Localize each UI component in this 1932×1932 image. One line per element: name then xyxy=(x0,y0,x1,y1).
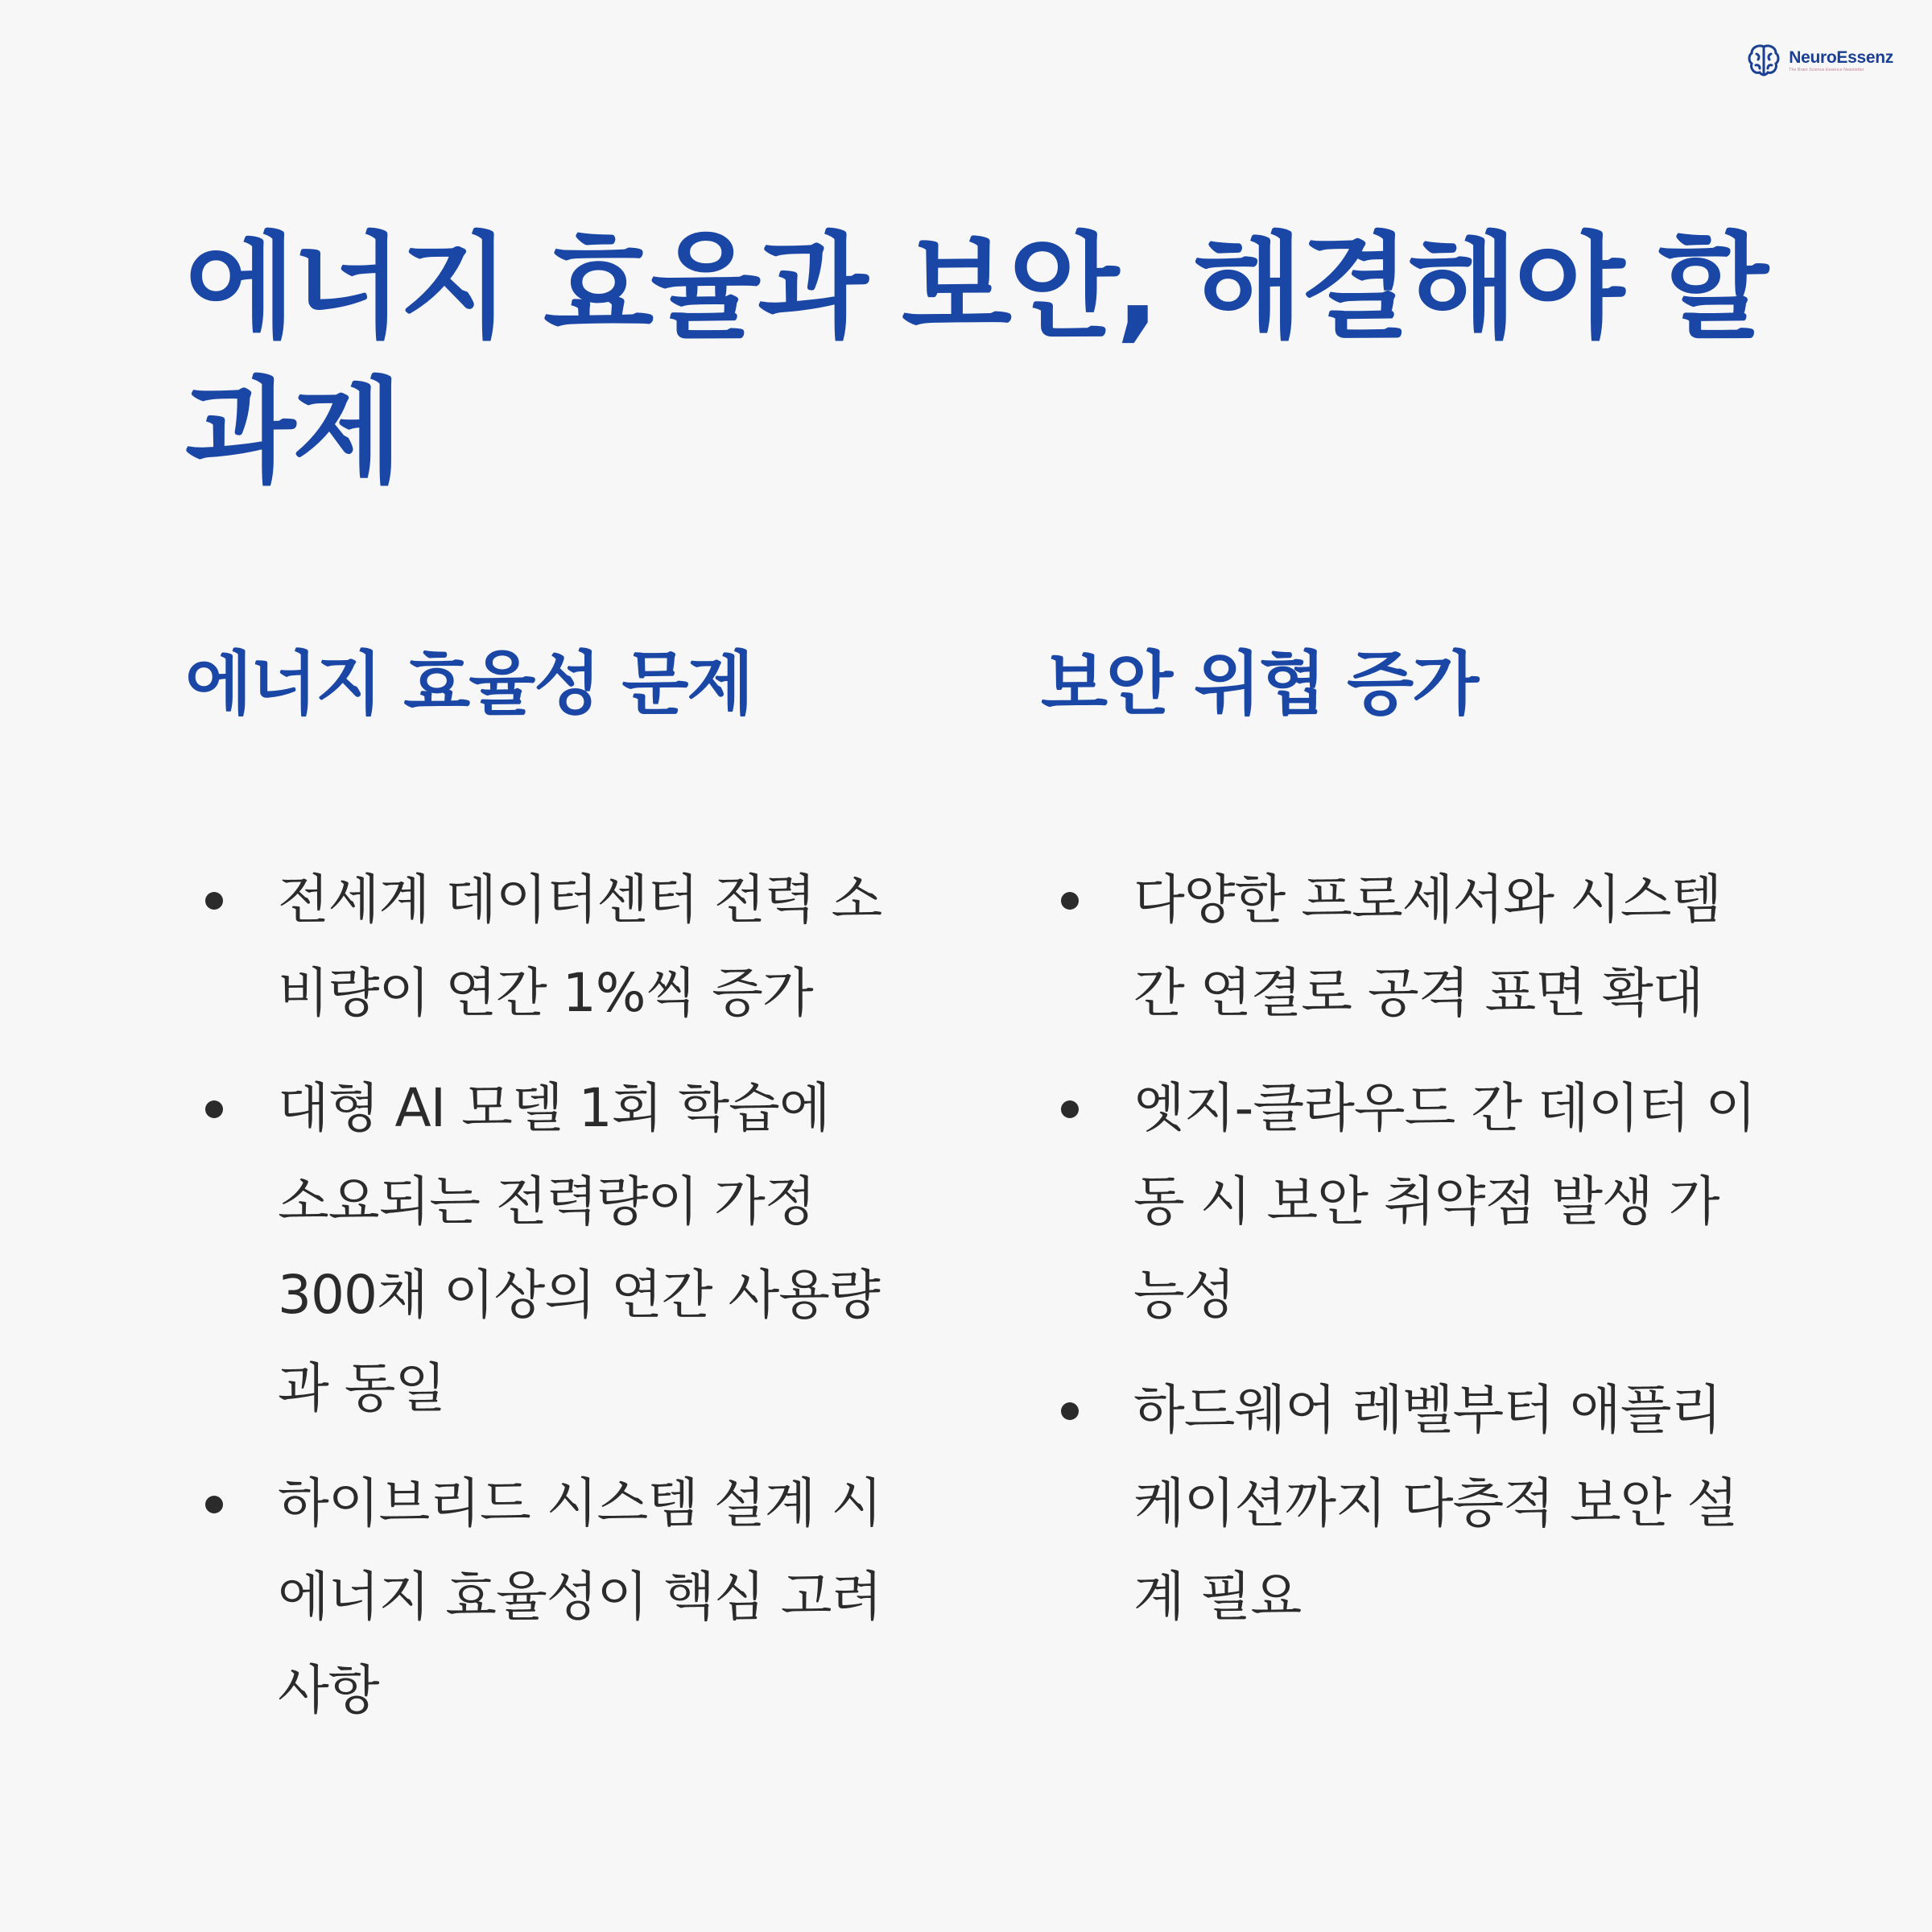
list-item xyxy=(185,1457,894,1737)
bullet-icon xyxy=(205,892,223,910)
list-item-text: 엣지-클라우드 간 데이터 이동 시 보안 취약점 발생 가능성 xyxy=(1133,1077,1757,1326)
logo xyxy=(1745,42,1893,79)
list-item-text: 다양한 프로세서와 시스템 간 연결로 공격 표면 확대 xyxy=(1133,869,1722,1024)
list-item-text: 하드웨어 레벨부터 애플리케이션까지 다층적 보안 설계 필요 xyxy=(1133,1379,1738,1628)
bullet-icon xyxy=(1061,1402,1079,1420)
list-item xyxy=(1041,853,1765,1040)
energy-efficiency-section xyxy=(185,636,910,1759)
logo-name: NeuroEssenz xyxy=(1789,47,1893,67)
page-title: 에너지 효율과 보안, 해결해야 할 과제 xyxy=(185,221,1765,499)
bullet-list xyxy=(185,853,894,1737)
logo-text xyxy=(1789,49,1893,72)
bullet-icon xyxy=(205,1100,223,1118)
bullet-icon xyxy=(205,1496,223,1513)
security-threat-section xyxy=(1041,636,1765,1666)
brain-icon xyxy=(1745,42,1782,79)
list-item-text: 하이브리드 시스템 설계 시 에너지 효율성이 핵심 고려사항 xyxy=(278,1472,882,1721)
list-item xyxy=(185,853,894,1040)
section-heading: 보안 위협 증가 xyxy=(1041,644,1478,724)
section-heading: 에너지 효율성 문제 xyxy=(185,644,753,724)
list-item xyxy=(185,1062,894,1435)
list-item xyxy=(1041,1062,1765,1342)
list-item xyxy=(1041,1364,1765,1644)
logo-tagline: The Brain Science Essence Newsletter xyxy=(1789,67,1864,72)
bullet-list xyxy=(1041,853,1765,1644)
bullet-icon xyxy=(1061,1100,1079,1118)
bullet-icon xyxy=(1061,892,1079,910)
list-item-text: 전세계 데이터센터 전력 소비량이 연간 1%씩 증가 xyxy=(278,869,882,1024)
list-item-text: 대형 AI 모델 1회 학습에 소요되는 전력량이 가정 300채 이상의 연간 사용량과 동일 xyxy=(278,1077,880,1419)
